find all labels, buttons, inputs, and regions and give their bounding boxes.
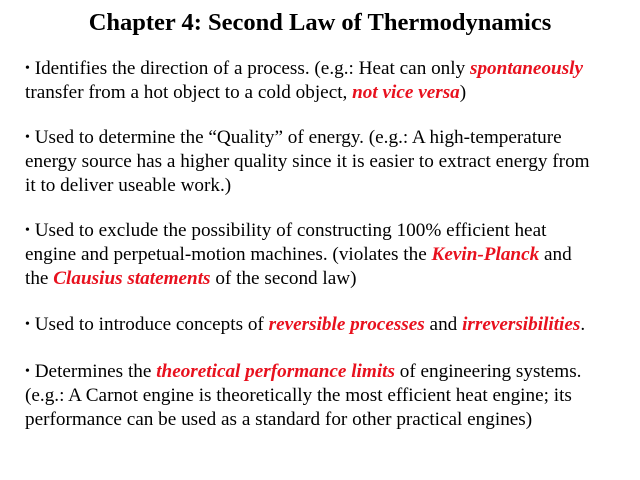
- highlighted-term: Kevin-Planck: [431, 244, 540, 265]
- highlighted-term: irreversibilities: [462, 314, 581, 335]
- bullet-5-line-3: [25, 408, 532, 432]
- text-segment: (e.g.: A Carnot engine is theoretically the most efficient heat engine; its: [25, 385, 572, 406]
- bullet-2-line-1: [25, 126, 562, 152]
- bullet-5-line-1: [25, 360, 581, 386]
- text-segment: .: [580, 314, 586, 335]
- text-segment: transfer from a hot object to a cold object,: [25, 82, 353, 103]
- bullet-marker: •: [25, 130, 30, 145]
- text-segment: of the second law): [210, 268, 357, 289]
- bullet-2-line-2: [25, 150, 590, 174]
- highlighted-term: theoretical performance limits: [156, 361, 395, 382]
- text-segment: energy source has a higher quality since it is easier to extract energy from: [25, 151, 590, 172]
- bullet-4-line-1: [25, 313, 585, 339]
- text-segment: performance can be used as a standard for other practical engines): [25, 409, 533, 430]
- text-segment: Used to exclude the possibility of constructing 100% efficient heat: [34, 220, 547, 241]
- text-segment: Identifies the direction of a process. (e.g.: Heat can only: [34, 58, 470, 79]
- text-segment: it to deliver useable work.): [25, 175, 232, 196]
- highlighted-term: not vice versa: [352, 82, 460, 103]
- slide-title: Chapter 4: Second Law of Thermodynamics: [88, 9, 552, 36]
- bullet-marker: •: [25, 317, 30, 332]
- bullet-marker: •: [25, 223, 30, 238]
- text-segment: ): [459, 82, 467, 103]
- bullet-2-line-3: [25, 174, 231, 198]
- bullet-3-line-2: [25, 243, 572, 267]
- bullet-1-line-1: [25, 57, 583, 83]
- bullet-3-line-3: [25, 267, 357, 291]
- highlighted-term: spontaneously: [470, 58, 584, 79]
- text-segment: of engineering systems.: [394, 361, 582, 382]
- bullet-5-line-2: [25, 384, 572, 408]
- text-segment: the: [25, 268, 54, 289]
- bullet-3-line-1: [25, 219, 546, 245]
- bullet-marker: •: [25, 61, 30, 76]
- text-segment: and: [539, 244, 572, 265]
- highlighted-term: reversible processes: [268, 314, 425, 335]
- bullet-marker: •: [25, 364, 30, 379]
- text-segment: and: [424, 314, 463, 335]
- text-segment: Determines the: [34, 361, 157, 382]
- text-segment: Used to determine the “Quality” of energy. (e.g.: A high-temperature: [34, 127, 562, 148]
- text-segment: engine and perpetual-motion machines. (violates the: [25, 244, 432, 265]
- text-segment: Used to introduce concepts of: [34, 314, 269, 335]
- highlighted-term: Clausius statements: [53, 268, 211, 289]
- bullet-1-line-2: [25, 81, 466, 105]
